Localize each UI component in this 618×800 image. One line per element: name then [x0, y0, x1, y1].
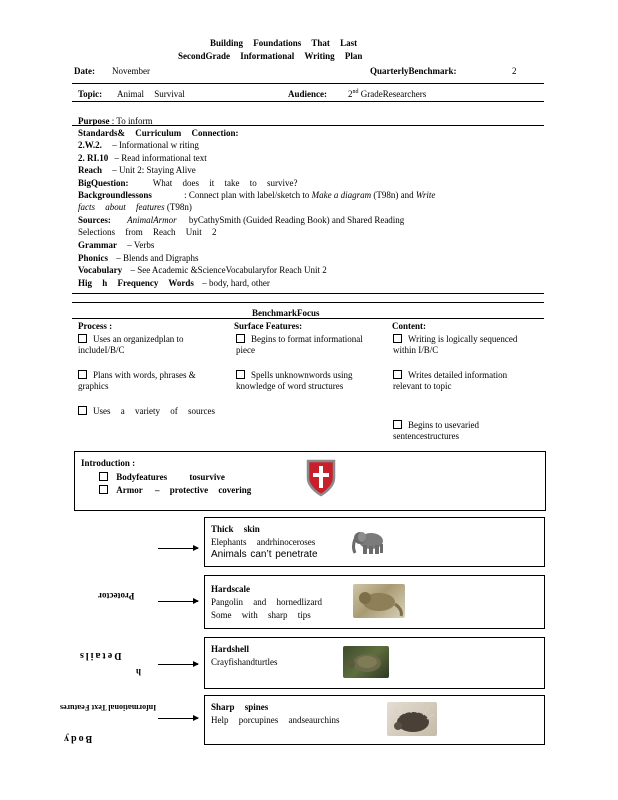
checkbox-icon [78, 406, 87, 415]
standard-w22: 2.W.2. – Informational w riting [78, 140, 199, 150]
side-label-protector: Protector [98, 591, 135, 601]
shield-icon [305, 458, 337, 498]
introduction-box [74, 451, 546, 511]
divider [72, 125, 544, 126]
side-label-details: Details [78, 650, 122, 661]
arrow-icon [158, 548, 198, 549]
process-item: Uses a variety of sources [78, 406, 215, 416]
process-item: Plans with words, phrases & graphics [78, 370, 196, 391]
process-item: Uses an organizedplan to includeI/B/C [78, 334, 184, 355]
checkbox-icon [236, 334, 245, 343]
intro-item-body-features: Bodyfeatures tosurvive [99, 472, 225, 482]
checkbox-icon [393, 420, 402, 429]
intro-item-armor: Armor – protective covering [99, 485, 251, 495]
arrow-icon [158, 664, 198, 665]
checkbox-icon [78, 370, 87, 379]
sources-line2: Selections from Reach Unit 2 [78, 227, 217, 237]
background-lessons-line2: facts about features (T98n) [78, 202, 192, 212]
process-label: Process : [78, 321, 113, 331]
divider [72, 101, 544, 102]
detail-line: Elephants andrhinoceroses [211, 537, 316, 547]
porcupine-photo [387, 702, 437, 736]
high-frequency-row: Hig h Frequency Words – body, hard, other [78, 278, 270, 288]
surface-label: Surface Features: [234, 321, 303, 331]
reach-row: Reach – Unit 2: Staying Alive [78, 165, 196, 175]
content-item: Writes detailed information relevant to topic [393, 370, 508, 391]
divider [72, 318, 544, 319]
arrow-icon [158, 718, 198, 719]
divider [72, 83, 544, 84]
checkbox-icon [236, 370, 245, 379]
checkbox-icon [99, 472, 108, 481]
surface-item: Begins to format informational piece [236, 334, 363, 355]
sources-row: Sources: AnimalArmor byCathySmith (Guided Reading Book) and Shared Reading [78, 215, 405, 225]
background-lessons-row: Backgroundlessons : Connect plan with label/sketch to Make a diagram (T98n) and Write [78, 190, 436, 200]
phonics-row: Phonics – Blends and Digraphs [78, 253, 199, 263]
lizard-photo [353, 584, 405, 618]
detail-box-hard-shell [204, 637, 545, 689]
content-item: Begins to usevaried sentencestructures [393, 420, 479, 441]
side-label-h: h [136, 667, 142, 677]
arrow-icon [158, 601, 198, 602]
grammar-row: Grammar – Verbs [78, 240, 155, 250]
divider [72, 293, 544, 294]
detail-line: Pangolin and hornedlizard [211, 597, 322, 607]
detail-line: Crayfishandturtles [211, 657, 278, 667]
topic-value: Animal Survival [117, 89, 185, 99]
side-label-topic-features: Informational Text Features [60, 703, 157, 712]
introduction-label: Introduction : [81, 458, 136, 468]
checkbox-icon [78, 334, 87, 343]
detail-line: Animals can’t penetrate [211, 549, 318, 560]
audience-value: 2nd GradeResearchers [348, 89, 427, 99]
checkbox-icon [393, 334, 402, 343]
date-label: Date: [74, 66, 95, 76]
plan-title-line1: Building Foundations That Last [210, 38, 358, 48]
divider [72, 302, 544, 303]
purpose-row: Purpose : To inform [78, 116, 153, 126]
side-label-body: Body [62, 733, 93, 744]
turtle-photo [343, 646, 389, 678]
checkbox-icon [99, 485, 108, 494]
benchmark-label: QuarterlyBenchmark: [370, 66, 457, 76]
content-label: Content: [392, 321, 426, 331]
detail-line: Help porcupines andseaurchins [211, 715, 340, 725]
detail-title: Hardscale [211, 584, 250, 594]
content-item: Writing is logically sequenced within I/B/C [393, 334, 518, 355]
detail-title: Hardshell [211, 644, 250, 654]
benchmark-value: 2 [512, 66, 517, 76]
detail-box-hard-scale [204, 575, 545, 629]
checkbox-icon [393, 370, 402, 379]
standards-heading: Standards& Curriculum Connection: [78, 128, 239, 138]
topic-label: Topic: [78, 89, 103, 99]
detail-box-sharp-spines [204, 695, 545, 745]
detail-line: Some with sharp tips [211, 610, 311, 620]
elephant-icon [351, 527, 387, 557]
vocabulary-row: Vocabulary – See Academic &ScienceVocabularyfor Reach Unit 2 [78, 265, 327, 275]
date-value: November [112, 66, 150, 76]
plan-title-line2: SecondGrade Informational Writing Plan [178, 51, 363, 61]
detail-title: Sharp spines [211, 702, 269, 712]
detail-box-thick-skin [204, 517, 545, 567]
benchmark-focus-heading: BenchmarkFocus [252, 308, 320, 318]
detail-title: Thick skin [211, 524, 260, 534]
big-question-row: BigQuestion: What does it take to survive? [78, 178, 298, 188]
surface-item: Spells unknownwords using knowledge of word structures [236, 370, 353, 391]
audience-label: Audience: [288, 89, 327, 99]
standard-rl10: 2. RI.10 – Read informational text [78, 153, 207, 163]
